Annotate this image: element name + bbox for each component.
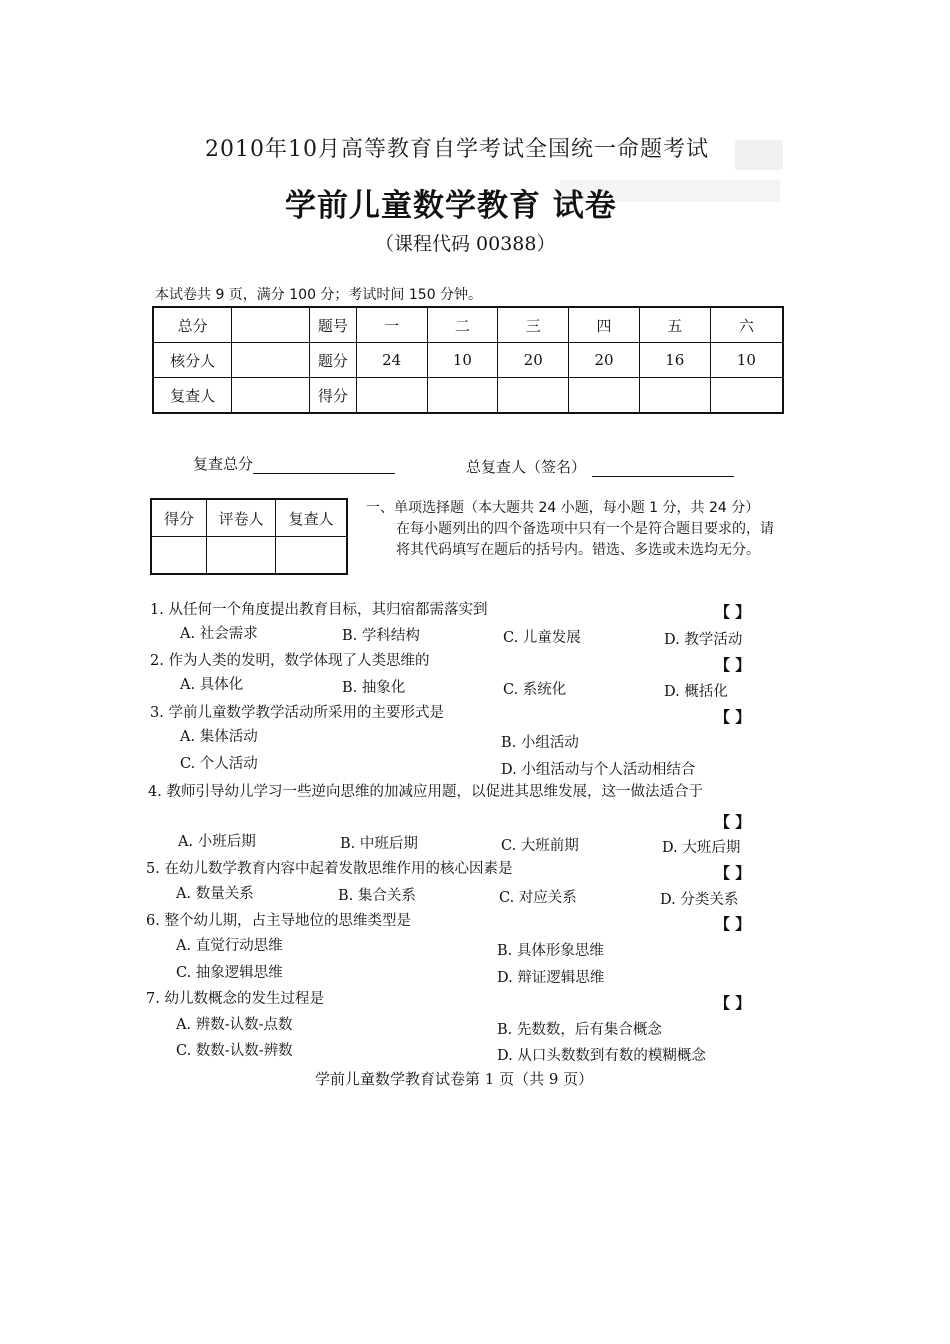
table-cell: 五 — [639, 307, 710, 343]
table-cell: 20 — [498, 343, 569, 378]
option-d: D. 从口头数数到有数的模糊概念 — [497, 1048, 706, 1064]
option-b: B. 学科结构 — [342, 628, 420, 644]
answer-bracket[interactable]: 【 】 — [715, 603, 751, 621]
table-cell[interactable] — [356, 378, 427, 414]
table-cell: 题分 — [309, 343, 356, 378]
table-cell[interactable] — [498, 378, 569, 414]
question-stem: 2. 作为人类的发明，数学体现了人类思维的 — [150, 653, 430, 669]
table-cell: 评卷人 — [206, 499, 275, 537]
table-cell[interactable] — [276, 537, 347, 575]
option-d: D. 概括化 — [664, 684, 728, 700]
option-b: B. 中班后期 — [340, 836, 418, 852]
option-c: C. 个人活动 — [180, 756, 258, 772]
option-a: A. 社会需求 — [180, 626, 258, 642]
question-stem: 5. 在幼儿数学教育内容中起着发散思维作用的核心因素是 — [146, 861, 513, 877]
table-cell: 题号 — [309, 307, 356, 343]
option-a: A. 具体化 — [180, 677, 244, 693]
course-code: （课程代码 00388） — [375, 233, 556, 255]
score-table — [152, 306, 784, 414]
table-cell: 24 — [356, 343, 427, 378]
option-d: D. 辩证逻辑思维 — [497, 970, 605, 986]
question-stem: 7. 幼儿数概念的发生过程是 — [146, 991, 324, 1007]
exam-session-line: 2010年10月高等教育自学考试全国统一命题考试 — [205, 137, 709, 162]
table-cell: 核分人 — [153, 343, 232, 378]
table-cell: 四 — [569, 307, 640, 343]
score-table-row — [153, 343, 783, 378]
option-b: B. 集合关系 — [338, 888, 416, 904]
section-heading — [366, 498, 786, 561]
page-footer: 学前儿童数学教育试卷第 1 页（共 9 页） — [315, 1070, 594, 1088]
question-stem: 6. 整个幼儿期，占主导地位的思维类型是 — [146, 913, 411, 929]
table-cell[interactable] — [710, 378, 783, 414]
option-c: C. 对应关系 — [499, 890, 577, 906]
option-a: A. 小班后期 — [178, 834, 256, 850]
option-c: C. 儿童发展 — [503, 630, 581, 646]
review-total-field[interactable] — [253, 457, 395, 474]
table-cell: 得分 — [309, 378, 356, 414]
table-cell: 10 — [710, 343, 783, 378]
table-cell[interactable] — [639, 378, 710, 414]
table-cell: 总分 — [153, 307, 232, 343]
chief-reviewer — [466, 456, 734, 477]
option-b: B. 先数数，后有集合概念 — [497, 1022, 662, 1038]
option-b: B. 小组活动 — [501, 735, 579, 751]
table-cell[interactable] — [206, 537, 275, 575]
score-table-row — [153, 378, 783, 414]
review-total-label: 复查总分 — [193, 455, 254, 473]
option-b: B. 抽象化 — [342, 680, 406, 696]
table-cell: 20 — [569, 343, 640, 378]
table-cell: 16 — [639, 343, 710, 378]
option-c: C. 抽象逻辑思维 — [176, 965, 283, 981]
question-stem: 1. 从任何一个角度提出教育目标，其归宿都需落实到 — [150, 602, 488, 618]
option-b: B. 具体形象思维 — [497, 943, 604, 959]
option-a: A. 直觉行动思维 — [176, 938, 283, 954]
option-a: A. 集体活动 — [180, 729, 258, 745]
chief-reviewer-field[interactable] — [592, 460, 734, 477]
question-stem: 3. 学前儿童数学教学活动所采用的主要形式是 — [150, 705, 444, 721]
page-title: 学前儿童数学教育 试卷 — [285, 188, 617, 224]
option-a: A. 辨数-认数-点数 — [176, 1017, 293, 1033]
answer-bracket[interactable]: 【 】 — [715, 656, 751, 674]
table-cell: 得分 — [151, 499, 206, 537]
option-d: D. 分类关系 — [660, 892, 739, 908]
option-d: D. 小组活动与个人活动相结合 — [501, 762, 696, 778]
chief-reviewer-label: 总复查人（签名） — [466, 458, 587, 476]
exam-info: 本试卷共 9 页，满分 100 分；考试时间 150 分钟。 — [155, 287, 483, 303]
question-stem: 4. 教师引导幼儿学习一些逆向思维的加减应用题，以促进其思维发展，这一做法适合于 — [148, 784, 703, 800]
option-d: D. 教学活动 — [664, 632, 743, 648]
answer-bracket[interactable]: 【 】 — [715, 915, 751, 933]
table-cell[interactable] — [232, 307, 310, 343]
table-cell: 三 — [498, 307, 569, 343]
option-d: D. 大班后期 — [662, 840, 741, 856]
table-cell: 二 — [427, 307, 498, 343]
table-cell[interactable] — [232, 378, 310, 414]
table-cell: 一 — [356, 307, 427, 343]
score-table-row — [153, 307, 783, 343]
review-total — [193, 453, 395, 474]
option-c: C. 系统化 — [503, 682, 567, 698]
grader-table — [150, 498, 348, 575]
option-c: C. 数数-认数-辨数 — [176, 1043, 293, 1059]
answer-bracket[interactable]: 【 】 — [715, 994, 751, 1012]
answer-bracket[interactable]: 【 】 — [715, 813, 751, 831]
option-a: A. 数量关系 — [176, 886, 254, 902]
scan-smudge — [735, 140, 783, 170]
table-cell[interactable] — [151, 537, 206, 575]
section-title: 一、单项选择题（本大题共 24 小题，每小题 1 分，共 24 分） — [366, 500, 760, 516]
table-cell: 复查人 — [276, 499, 347, 537]
section-instructions: 在每小题列出的四个备选项中只有一个是符合题目要求的，请将其代码填写在题后的括号内。错选、多选或未选均无分。 — [396, 521, 774, 558]
option-c: C. 大班前期 — [501, 838, 579, 854]
table-cell[interactable] — [427, 378, 498, 414]
table-cell: 六 — [710, 307, 783, 343]
answer-bracket[interactable]: 【 】 — [715, 708, 751, 726]
answer-bracket[interactable]: 【 】 — [715, 864, 751, 882]
table-cell[interactable] — [232, 343, 310, 378]
table-cell[interactable] — [569, 378, 640, 414]
table-cell: 10 — [427, 343, 498, 378]
table-cell: 复查人 — [153, 378, 232, 414]
